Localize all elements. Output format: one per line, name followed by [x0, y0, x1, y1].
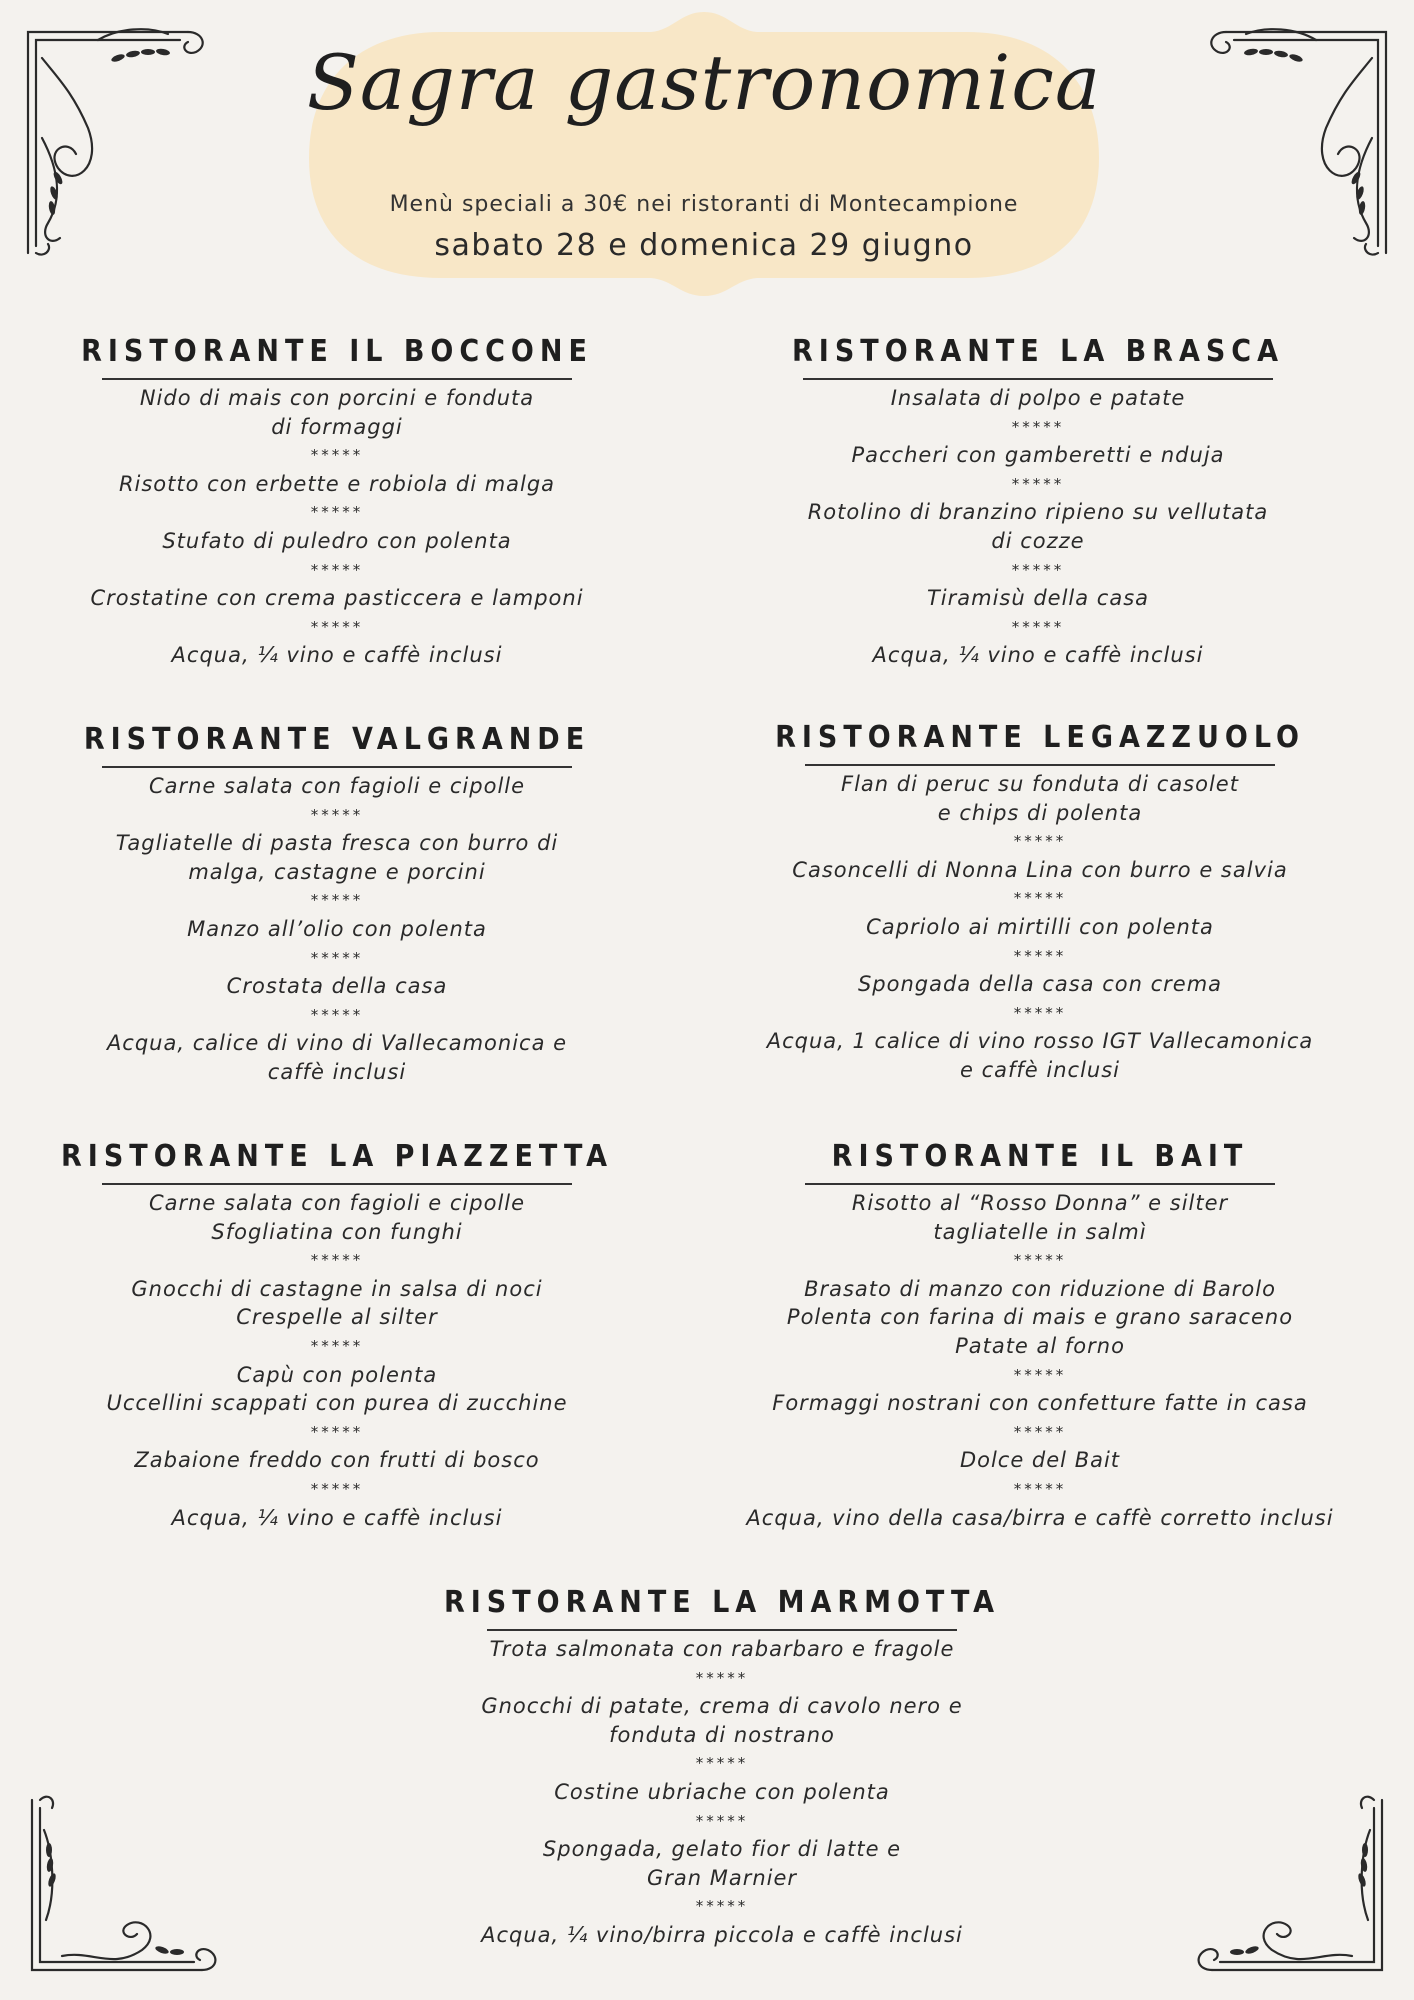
- menu-line: Risotto al “Rosso Donna” e silter: [851, 1191, 1229, 1215]
- restaurant-legazzuolo: [720, 718, 1360, 1085]
- menu-line: Trota salmonata con rabarbaro e fragole: [489, 1637, 955, 1661]
- menu-line: caffè inclusi: [267, 1059, 407, 1084]
- course-separator: *****: [310, 503, 364, 522]
- menu-line: Paccheri con gamberetti e nduja: [851, 443, 1225, 468]
- corner-ornament-top-right-icon: [1206, 18, 1396, 263]
- restaurant-piazzetta: [54, 1137, 620, 1532]
- menu-line: Sfogliatina con funghi: [211, 1219, 463, 1244]
- course-separator: *****: [310, 1251, 364, 1270]
- restaurant-name: RISTORANTE LA PIAZZETTA: [61, 1139, 613, 1174]
- menu-line: Acqua, ¼ vino e caffè inclusi: [872, 643, 1204, 668]
- course-separator: *****: [310, 560, 364, 579]
- menu-line: e caffè inclusi: [959, 1057, 1120, 1082]
- menu-line: Tagliatelle di pasta fresca con burro di: [115, 831, 559, 856]
- menu-line: Tiramisù della casa: [926, 586, 1150, 611]
- corner-ornament-bottom-left-icon: [22, 1790, 222, 1980]
- course-separator: *****: [1013, 832, 1067, 851]
- restaurant-name: RISTORANTE VALGRANDE: [83, 722, 591, 757]
- menu-line: Polenta con farina di mais e grano saraceno: [786, 1305, 1294, 1330]
- course-separator: *****: [1011, 560, 1065, 579]
- course-separator: *****: [1013, 889, 1067, 908]
- heading-divider: [487, 1629, 957, 1631]
- menu-line: Capù con polenta: [236, 1362, 438, 1387]
- menu-line: Crespelle al silter: [236, 1305, 438, 1330]
- menu-line: Stufato di puledro con polenta: [162, 528, 512, 553]
- menu-lines: [54, 772, 620, 1087]
- menu-line: Gnocchi di castagne in salsa di noci: [131, 1276, 543, 1301]
- menu-line: di cozze: [991, 528, 1085, 553]
- course-separator: *****: [310, 891, 364, 910]
- menu-line: Crostata della casa: [226, 974, 448, 999]
- course-separator: *****: [1013, 1479, 1067, 1498]
- course-separator: *****: [310, 805, 364, 824]
- menu-line: Crostatine con crema pasticcera e lamponi: [90, 586, 584, 611]
- menu-line: Gnocchi di patate, crema di cavolo nero e: [481, 1694, 963, 1719]
- menu-line: Carne salata con fagioli e cipolle: [148, 774, 526, 798]
- menu-line: Patate al forno: [955, 1333, 1125, 1358]
- course-separator: *****: [695, 1811, 749, 1830]
- restaurant-name: RISTORANTE LA BRASCA: [792, 334, 1284, 369]
- course-separator: *****: [310, 948, 364, 967]
- menu-lines: [750, 384, 1326, 670]
- restaurant-brasca: [750, 332, 1326, 670]
- menu-lines: [54, 384, 620, 670]
- menu-line: Acqua, ¼ vino e caffè inclusi: [171, 1505, 503, 1530]
- heading-divider: [805, 1183, 1275, 1185]
- menu-line: Insalata di polpo e patate: [890, 386, 1186, 410]
- restaurant-name: RISTORANTE LEGAZZUOLO: [775, 720, 1305, 755]
- course-separator: *****: [695, 1668, 749, 1687]
- corner-ornament-bottom-right-icon: [1192, 1790, 1392, 1980]
- restaurant-marmotta: [407, 1583, 1037, 1950]
- course-separator: *****: [1013, 1003, 1067, 1022]
- course-separator: *****: [1013, 1422, 1067, 1441]
- course-separator: *****: [310, 446, 364, 465]
- menu-line: Uccellini scappati con purea di zucchine: [106, 1391, 568, 1416]
- menu-line: Acqua, vino della casa/birra e caffè corretto inclusi: [746, 1505, 1334, 1530]
- menu-line: Capriolo ai mirtilli con polenta: [866, 914, 1214, 939]
- menu-line: Formaggi nostrani con confetture fatte in casa: [772, 1391, 1308, 1416]
- course-separator: *****: [310, 1336, 364, 1355]
- menu-lines: [54, 1189, 620, 1532]
- menu-line: tagliatelle in salmì: [933, 1219, 1147, 1244]
- menu-line: di formaggi: [271, 414, 403, 439]
- menu-line: Acqua, 1 calice di vino rosso IGT Vallecamonica: [766, 1029, 1314, 1054]
- header-plaque: [301, 8, 1107, 298]
- restaurant-name: RISTORANTE IL BAIT: [831, 1139, 1249, 1174]
- menu-lines: [720, 770, 1360, 1085]
- course-separator: *****: [1013, 1365, 1067, 1384]
- heading-divider: [805, 764, 1275, 766]
- menu-lines: [680, 1189, 1400, 1532]
- menu-line: Carne salata con fagioli e cipolle: [148, 1191, 526, 1215]
- course-separator: *****: [310, 1005, 364, 1024]
- page-title: Sagra gastronomica: [306, 38, 1102, 127]
- menu-line: Flan di peruc su fonduta di casolet: [841, 772, 1239, 796]
- menu-line: fonduta di nostrano: [609, 1722, 835, 1747]
- course-separator: *****: [695, 1897, 749, 1916]
- restaurant-boccone: [54, 332, 620, 670]
- menu-line: Zabaione freddo con frutti di bosco: [134, 1448, 540, 1473]
- menu-line: Brasato di manzo con riduzione di Barolo: [804, 1276, 1276, 1301]
- menu-line: Nido di mais con porcini e fonduta: [139, 386, 535, 410]
- restaurant-name: RISTORANTE IL BOCCONE: [81, 334, 593, 369]
- restaurant-bait: [680, 1137, 1400, 1532]
- heading-divider: [102, 378, 572, 380]
- heading-divider: [102, 1183, 572, 1185]
- course-separator: *****: [1011, 617, 1065, 636]
- menu-line: Rotolino di branzino ripieno su vellutata: [807, 500, 1269, 525]
- menu-lines: [407, 1635, 1037, 1950]
- menu-line: Dolce del Bait: [959, 1448, 1121, 1473]
- menu-line: Acqua, calice di vino di Vallecamonica e: [106, 1031, 568, 1056]
- event-dates: sabato 28 e domenica 29 giugno: [434, 228, 974, 263]
- course-separator: *****: [1011, 474, 1065, 493]
- heading-divider: [102, 766, 572, 768]
- menu-line: Costine ubriache con polenta: [554, 1779, 890, 1804]
- menu-line: Acqua, ¼ vino/birra piccola e caffè inclusi: [481, 1922, 963, 1947]
- course-separator: *****: [310, 617, 364, 636]
- menu-line: Casoncelli di Nonna Lina con burro e salvia: [792, 857, 1288, 882]
- menu-line: malga, castagne e porcini: [188, 859, 486, 884]
- menu-line: Acqua, ¼ vino e caffè inclusi: [171, 643, 503, 668]
- course-separator: *****: [695, 1754, 749, 1773]
- menu-line: e chips di polenta: [937, 800, 1143, 825]
- restaurant-name: RISTORANTE LA MARMOTTA: [443, 1585, 1000, 1620]
- course-separator: *****: [1013, 1251, 1067, 1270]
- menu-line: Spongada, gelato fior di latte e: [542, 1837, 902, 1862]
- restaurant-valgrande: [54, 720, 620, 1087]
- menu-line: Gran Marnier: [646, 1865, 798, 1890]
- heading-divider: [803, 378, 1273, 380]
- menu-line: Risotto con erbette e robiola di malga: [118, 471, 556, 496]
- course-separator: *****: [310, 1479, 364, 1498]
- page-subtitle: Menù speciali a 30€ nei ristoranti di Montecampione: [389, 192, 1019, 217]
- course-separator: *****: [1011, 417, 1065, 436]
- menu-line: Spongada della casa con crema: [857, 972, 1223, 997]
- course-separator: *****: [1013, 946, 1067, 965]
- course-separator: *****: [310, 1422, 364, 1441]
- menu-line: Manzo all’olio con polenta: [187, 916, 487, 941]
- corner-ornament-top-left-icon: [18, 18, 208, 263]
